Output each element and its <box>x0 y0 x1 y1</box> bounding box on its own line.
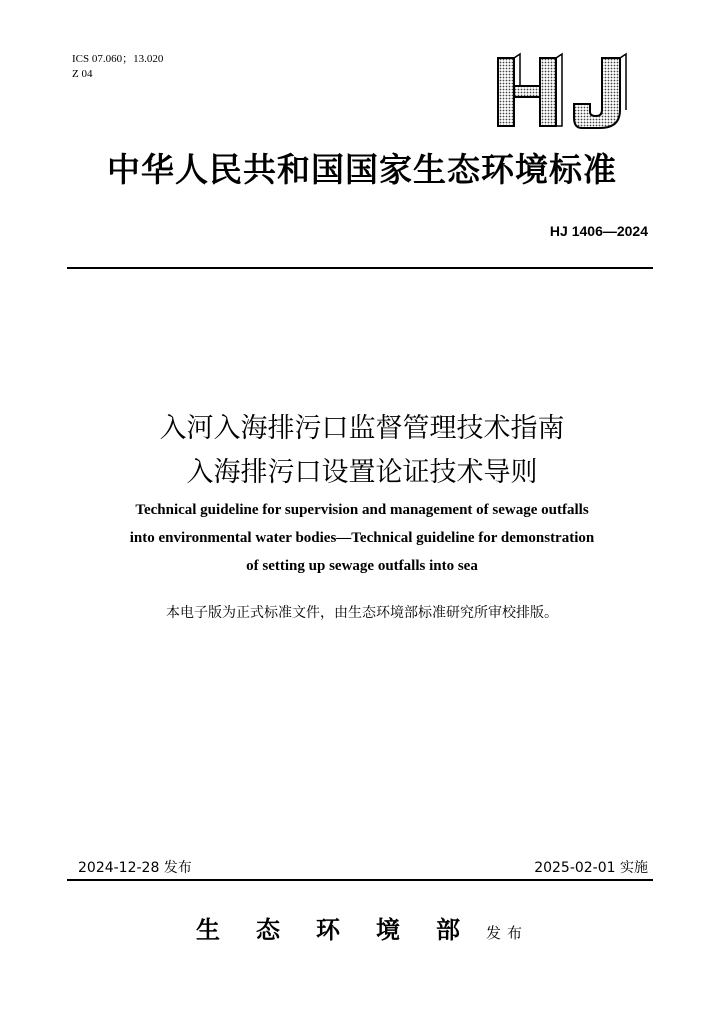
issuer-suffix: 发布 <box>485 924 528 942</box>
issuing-organization-title: 中华人民共和国国家生态环境标准 <box>107 150 617 189</box>
ics-code: ICS 07.060；13.020 <box>72 53 164 65</box>
hj-logo <box>484 52 644 132</box>
title-en-line1: Technical guideline for supervision and management of sewage outfalls <box>135 502 589 518</box>
title-en-line2: into environmental water bodies—Technical guideline for demonstration <box>129 530 595 546</box>
standard-number: HJ 1406—2024 <box>549 223 648 239</box>
implement-date: 2025-02-01 实施 <box>534 860 648 876</box>
issue-date: 2024-12-28 发布 <box>78 860 192 876</box>
title-cn-line2: 入海排污口设置论证技术导则 <box>186 457 538 488</box>
electronic-edition-note: 本电子版为正式标准文件，由生态环境部标准研究所审校排版。 <box>166 605 558 621</box>
ccs-code: Z 04 <box>72 68 93 80</box>
title-en-line3: of setting up sewage outfalls into sea <box>246 558 478 574</box>
issuer-name: 生态环境部 <box>195 915 496 944</box>
svg-text:HJ: HJ <box>484 52 486 53</box>
title-en <box>0 496 724 580</box>
classification-codes <box>72 52 163 82</box>
header-divider <box>67 267 653 269</box>
title-cn-line1: 入河入海排污口监督管理技术指南 <box>159 413 565 444</box>
issuer <box>0 910 724 945</box>
footer-divider <box>67 879 653 881</box>
